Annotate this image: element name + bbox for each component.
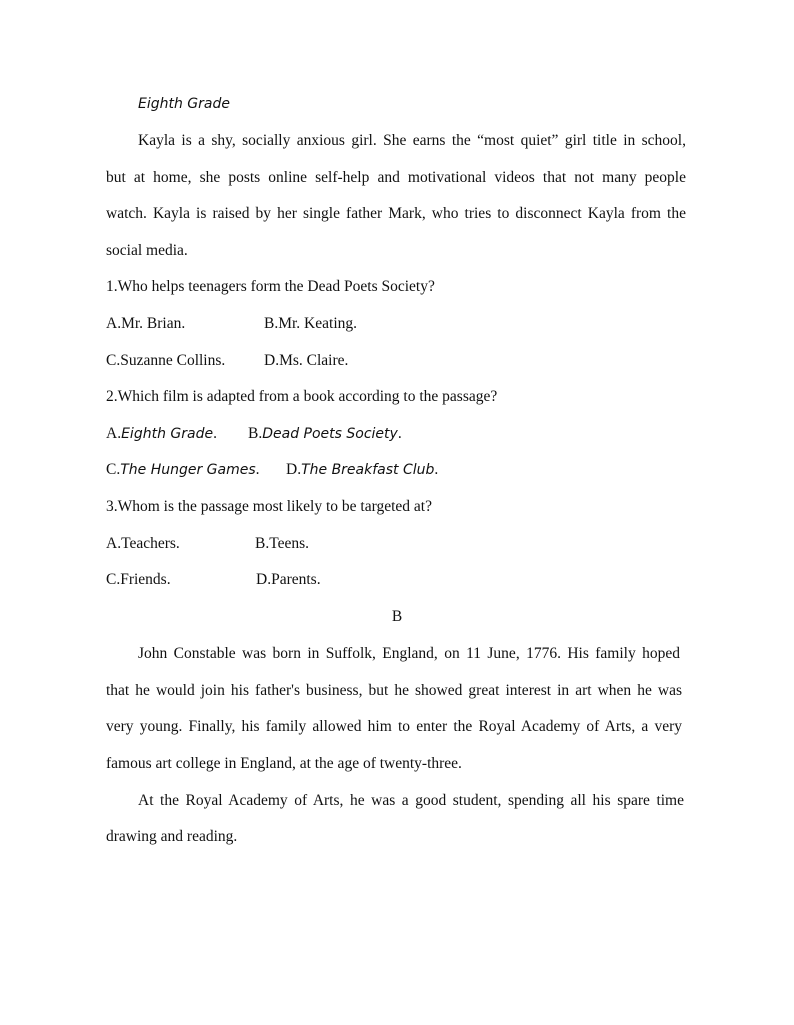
question-stem: 1.Who helps teenagers form the Dead Poets Society?: [106, 278, 435, 295]
options-row: [106, 351, 706, 371]
option-d: D.The Breakfast Club.: [286, 461, 439, 478]
paragraph-line: At the Royal Academy of Arts, he was a good student, spending all his spare time: [138, 792, 684, 809]
paragraph-line: drawing and reading.: [106, 828, 238, 845]
options-row: [106, 570, 706, 590]
option-c: C.The Hunger Games.: [106, 461, 260, 478]
option-a: A.Teachers.: [106, 535, 180, 552]
option-a: A.Eighth Grade.: [106, 425, 217, 442]
paragraph-line: Kayla is a shy, socially anxious girl. She earns the “most quiet” girl title in school,: [138, 132, 686, 149]
option-c: C.Suzanne Collins.: [106, 352, 226, 369]
section-heading: B: [391, 608, 403, 625]
option-b: B.Mr. Keating.: [264, 315, 357, 332]
options-row: [106, 314, 706, 334]
options-row: [106, 460, 706, 480]
film-title: Eighth Grade: [138, 96, 230, 112]
paragraph-line: that he would join his father's business, but he showed great interest in art when he was: [106, 682, 682, 699]
paragraph-line: but at home, she posts online self-help and motivational videos that not many people: [106, 169, 686, 186]
paragraph-line: watch. Kayla is raised by her single father Mark, who tries to disconnect Kayla from the: [106, 205, 686, 222]
question-stem: 2.Which film is adapted from a book according to the passage?: [106, 388, 498, 405]
option-b: B.Dead Poets Society.: [248, 425, 402, 442]
option-b: B.Teens.: [255, 535, 310, 552]
option-d: D.Parents.: [256, 571, 321, 588]
paragraph-line: famous art college in England, at the age of twenty-three.: [106, 755, 462, 772]
paragraph-line: very young. Finally, his family allowed him to enter the Royal Academy of Arts, a very: [106, 718, 682, 735]
option-a: A.Mr. Brian.: [106, 315, 186, 332]
question-stem: 3.Whom is the passage most likely to be targeted at?: [106, 498, 432, 515]
paragraph-line: social media.: [106, 242, 188, 259]
options-row: [106, 424, 706, 444]
options-row: [106, 534, 706, 554]
option-c: C.Friends.: [106, 571, 171, 588]
option-d: D.Ms. Claire.: [264, 352, 349, 369]
paragraph-line: John Constable was born in Suffolk, England, on 11 June, 1776. His family hoped: [138, 645, 680, 662]
